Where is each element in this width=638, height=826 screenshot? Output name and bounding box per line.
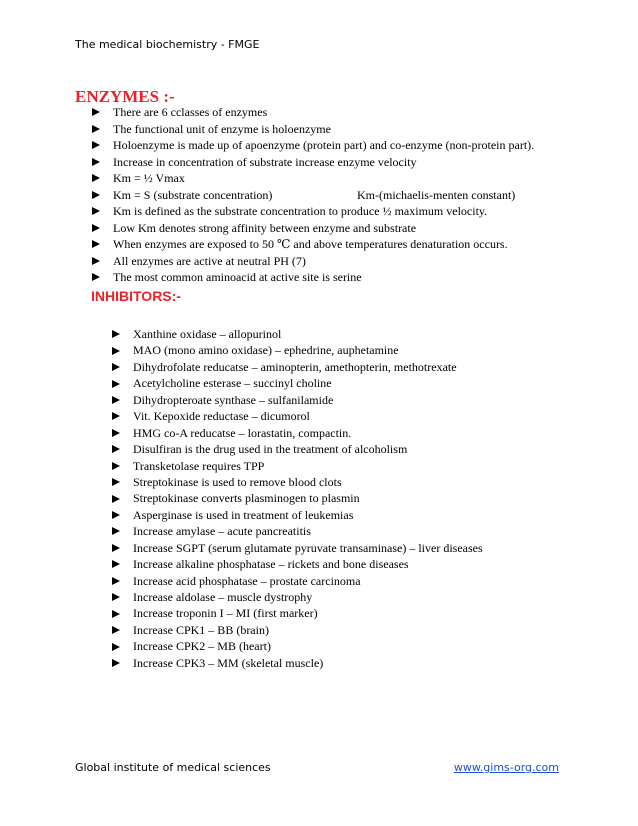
list-item: Increase CPK3 – MM (skeletal muscle): [133, 655, 483, 671]
list-item: Km = ½ Vmax: [113, 170, 534, 187]
arrow-bullet-icon: [112, 495, 120, 503]
list-item: Increase CPK2 – MB (heart): [133, 638, 483, 654]
list-item: Xanthine oxidase – allopurinol: [133, 326, 483, 342]
arrow-bullet-icon: [112, 560, 120, 568]
arrow-bullet-icon: [112, 643, 120, 651]
list-item: Asperginase is used in treatment of leukemias: [133, 507, 483, 523]
arrow-bullet-icon: [112, 511, 120, 519]
arrow-bullet-icon: [112, 527, 120, 535]
list-item: Dihydropteroate synthase – sulfanilamide: [133, 392, 483, 408]
list-item: Acetylcholine esterase – succinyl choline: [133, 375, 483, 391]
arrow-bullet-icon: [92, 158, 100, 166]
arrow-bullet-icon: [112, 478, 120, 486]
arrow-bullet-icon: [112, 445, 120, 453]
list-item: Dihydrofolate reducatse – aminopterin, amethopterin, methotrexate: [133, 359, 483, 375]
list-item: Increase acid phosphatase – prostate carcinoma: [133, 573, 483, 589]
list-item: Km is defined as the substrate concentration to produce ½ maximum velocity.: [113, 203, 534, 220]
arrow-bullet-icon: [112, 544, 120, 552]
list-item: When enzymes are exposed to 50 ℃ and above temperatures denaturation occurs.: [113, 236, 534, 253]
list-item: Km = S (substrate concentration) Km-(michaelis-menten constant): [113, 187, 534, 204]
list-item: Holoenzyme is made up of apoenzyme (protein part) and co-enzyme (non-protein part).: [113, 137, 534, 154]
footer-institute: Global institute of medical sciences: [75, 761, 271, 774]
list-item: The functional unit of enzyme is holoenzyme: [113, 121, 534, 138]
page-header: The medical biochemistry - FMGE: [75, 38, 260, 51]
list-item: The most common aminoacid at active site is serine: [113, 269, 534, 286]
list-item: Streptokinase converts plasminogen to plasmin: [133, 490, 483, 506]
list-item: Transketolase requires TPP: [133, 458, 483, 474]
list-item: Increase amylase – acute pancreatitis: [133, 523, 483, 539]
km-note: Km-(michaelis-menten constant): [357, 187, 516, 202]
list-item: HMG co-A reducatse – lorastatin, compactin.: [133, 425, 483, 441]
list-item: Increase troponin I – MI (first marker): [133, 605, 483, 621]
arrow-bullet-icon: [112, 429, 120, 437]
enzymes-heading: ENZYMES :-: [75, 87, 175, 106]
arrow-bullet-icon: [92, 257, 100, 265]
arrow-bullet-icon: [112, 363, 120, 371]
arrow-bullet-icon: [92, 273, 100, 281]
arrow-bullet-icon: [92, 207, 100, 215]
arrow-bullet-icon: [112, 380, 120, 388]
arrow-bullet-icon: [92, 141, 100, 149]
inhibitors-heading: INHIBITORS:-: [91, 288, 181, 304]
arrow-bullet-icon: [112, 412, 120, 420]
arrow-bullet-icon: [112, 610, 120, 618]
list-item: All enzymes are active at neutral PH (7): [113, 253, 534, 270]
list-item: Vit. Kepoxide reductase – dicumorol: [133, 408, 483, 424]
arrow-bullet-icon: [92, 224, 100, 232]
arrow-bullet-icon: [112, 330, 120, 338]
arrow-bullet-icon: [92, 174, 100, 182]
arrow-bullet-icon: [112, 659, 120, 667]
arrow-bullet-icon: [112, 577, 120, 585]
inhibitors-list: [133, 326, 483, 671]
arrow-bullet-icon: [112, 626, 120, 634]
list-item: Disulfiran is the drug used in the treatment of alcoholism: [133, 441, 483, 457]
list-item: Increase CPK1 – BB (brain): [133, 622, 483, 638]
arrow-bullet-icon: [92, 191, 100, 199]
list-item: MAO (mono amino oxidase) – ephedrine, auphetamine: [133, 342, 483, 358]
arrow-bullet-icon: [112, 462, 120, 470]
arrow-bullet-icon: [112, 347, 120, 355]
list-item: Streptokinase is used to remove blood clots: [133, 474, 483, 490]
arrow-bullet-icon: [92, 125, 100, 133]
list-item: Increase alkaline phosphatase – rickets and bone diseases: [133, 556, 483, 572]
list-item: Increase in concentration of substrate increase enzyme velocity: [113, 154, 534, 171]
list-item: Low Km denotes strong affinity between enzyme and substrate: [113, 220, 534, 237]
list-item: Increase aldolase – muscle dystrophy: [133, 589, 483, 605]
arrow-bullet-icon: [112, 396, 120, 404]
arrow-bullet-icon: [92, 108, 100, 116]
enzymes-list: [113, 104, 534, 286]
list-item: Increase SGPT (serum glutamate pyruvate transaminase) – liver diseases: [133, 540, 483, 556]
footer-website-link[interactable]: www.gims-org.com: [453, 761, 559, 774]
arrow-bullet-icon: [92, 240, 100, 248]
arrow-bullet-icon: [112, 593, 120, 601]
list-item: There are 6 cclasses of enzymes: [113, 104, 534, 121]
